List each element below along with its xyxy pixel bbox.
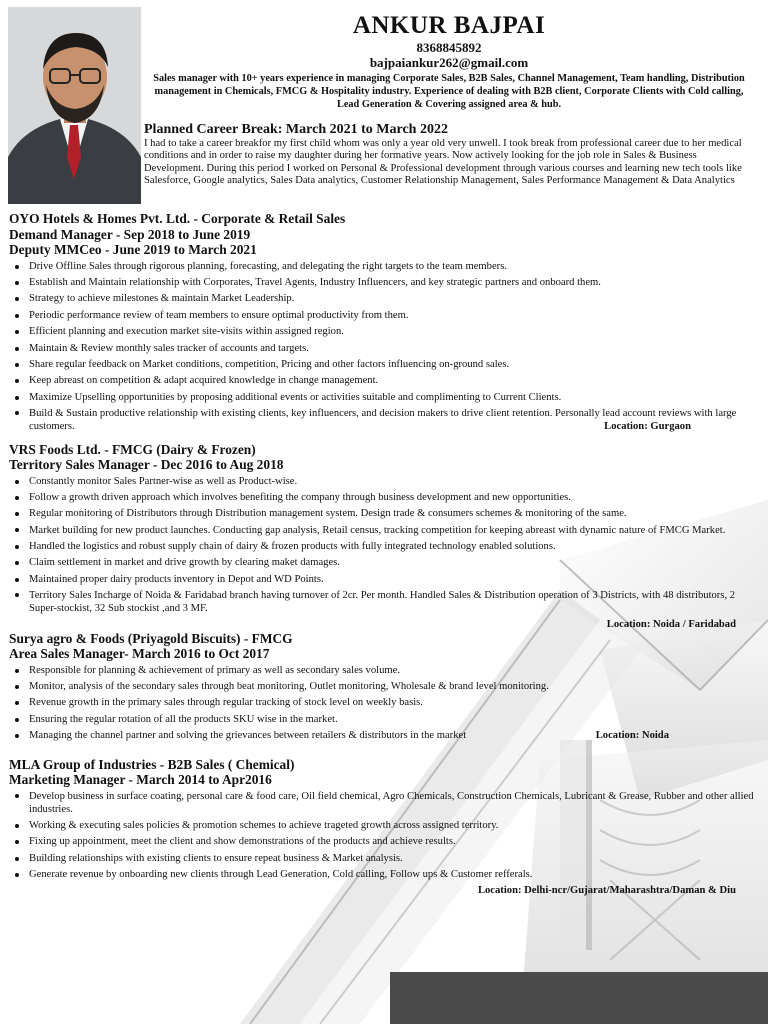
list-item: Strategy to achieve milestones & maintain Market Leadership.: [9, 291, 761, 307]
company-name: Surya agro & Foods (Priyagold Biscuits) - FMCG: [9, 630, 293, 646]
bullet-icon: [15, 528, 19, 532]
list-item: Building relationships with existing clients to ensure repeat business & Market analysis.: [9, 851, 761, 867]
list-item: Constantly monitor Sales Partner-wise as well as Product-wise.: [9, 474, 761, 490]
job-surya-agro: [9, 631, 761, 745]
bullet-icon: [15, 363, 19, 367]
job-location: Location: Noida: [595, 730, 669, 742]
list-item: Build & Sustain productive relationship with existing clients, key influencers, and decision makers to drive client retention. Personally lead account reviews with large customers. Location: Gurgaon: [9, 406, 761, 435]
experience-section: [9, 211, 761, 897]
job-role: Deputy MMCeo - June 2019 to March 2021: [9, 242, 257, 257]
bullet-icon: [15, 701, 19, 705]
company-name: VRS Foods Ltd. - FMCG (Dairy & Frozen): [9, 441, 256, 457]
bullet-icon: [15, 593, 19, 597]
bullet-icon: [15, 512, 19, 516]
list-item: Managing the channel partner and solving the grievances between retailers & distributors in the market Location: Noida: [9, 728, 761, 744]
list-item: Handled the logistics and robust supply chain of dairy & frozen products with fully integrated technology enabled solutions.: [9, 539, 761, 555]
list-item: Maintain & Review monthly sales tracker of accounts and targets.: [9, 341, 761, 357]
bullet-icon: [15, 314, 19, 318]
job-location: Location: Noida / Faridabad: [606, 618, 736, 630]
bullet-icon: [15, 281, 19, 285]
job-mla-group: [9, 757, 761, 897]
resume-header: [144, 12, 754, 111]
profile-photo: [8, 7, 141, 204]
list-item: Monitor, analysis of the secondary sales through beat monitoring, Outlet monitoring, Wholesale & brand level monitoring.: [9, 679, 761, 695]
duty-list: [9, 259, 761, 436]
job-role: Demand Manager - Sep 2018 to June 2019: [9, 226, 251, 242]
bullet-icon: [15, 379, 19, 383]
job-vrs-foods: [9, 442, 761, 631]
bullet-icon: [15, 496, 19, 500]
bullet-icon: [15, 718, 19, 722]
candidate-name: ANKUR BAJPAI: [352, 12, 546, 39]
bullet-icon: [15, 734, 19, 738]
list-item: Ensuring the regular rotation of all the products SKU wise in the market.: [9, 712, 761, 728]
company-name: MLA Group of Industries - B2B Sales ( Chemical): [9, 756, 295, 772]
email-address: bajpaiankur262@gmail.com: [369, 55, 529, 70]
bullet-icon: [15, 545, 19, 549]
bullet-icon: [15, 265, 19, 269]
duty-list: [9, 663, 761, 745]
career-break-section: [144, 121, 758, 187]
list-item: Revenue growth in the primary sales through regular tracking of stock level on weekly basis.: [9, 695, 761, 711]
phone-number: 8368845892: [416, 40, 482, 55]
bullet-icon: [15, 480, 19, 484]
list-item: Keep abreast on competition & adapt acquired knowledge in change management.: [9, 373, 761, 389]
list-item: Develop business in surface coating, personal care & food care, Oil field chemical, Agro Chemicals, Construction Chemicals, Lubricant & Grease, Rubber and other allied industries.: [9, 789, 761, 818]
list-item: Maximize Upselling opportunities by proposing additional events or activities suitable and complimenting to Current Clients.: [9, 390, 761, 406]
career-break-title: Planned Career Break: March 2021 to March 2022: [144, 122, 448, 137]
list-item: Market building for new product launches. Conducting gap analysis, Retail census, tracking competition for keeping abreast with dynamic nature of FMCG Market.: [9, 523, 761, 539]
bullet-icon: [15, 297, 19, 301]
bullet-icon: [15, 330, 19, 334]
job-role: Territory Sales Manager - Dec 2016 to Aug 2018: [9, 457, 284, 473]
list-item: Share regular feedback on Market conditions, competition, Pricing and other factors influencing on-ground sales.: [9, 357, 761, 373]
profile-summary: Sales manager with 10+ years experience in managing Corporate Sales, B2B Sales, Channel Management, Team handling, Distribution management in Chemicals, FMCG & Hospitality industry. Experience of dealing with B2B client, Corporate Clients with Cold calling, Lead Generation & Covering assigned area & hub.: [153, 73, 745, 110]
list-item: Fixing up appointment, meet the client and show demonstrations of the products and achieve results.: [9, 834, 761, 850]
list-item: Territory Sales Incharge of Noida & Faridabad branch having turnover of 2cr. Per month. Handled Sales & Distribution operation of 3 Districts, with 48 distributors, 2 Super-stockist, 32 Sub stockist ,and 3 MF.: [9, 588, 761, 617]
bullet-icon: [15, 840, 19, 844]
list-item: Claim settlement in market and drive growth by clearing maket damages.: [9, 555, 761, 571]
bullet-icon: [15, 347, 19, 351]
bullet-icon: [15, 857, 19, 861]
job-role: Area Sales Manager- March 2016 to Oct 2017: [9, 646, 270, 662]
bullet-icon: [15, 411, 19, 415]
list-item: Periodic performance review of team members to ensure optimal productivity from them.: [9, 308, 761, 324]
job-location: Location: Gurgaon: [604, 421, 691, 433]
job-oyo: [9, 211, 761, 436]
career-break-text: I had to take a career breakfor my first child whom was only a year old very unwell. I took break from professional career due to her medical conditions and in order to raise my daughter during her formative years. Now actively looking for the job role in Sales & Business Development. During this period I worked on Personal & Professional development through various courses and learning new tech tools like Salesforce, Google analytics, Sales Data analytics, Customer Relationship Management, Sales Performance Management & Data Analytics: [144, 138, 742, 186]
bullet-icon: [15, 396, 19, 400]
duty-list: [9, 474, 761, 618]
bullet-icon: [15, 873, 19, 877]
bullet-icon: [15, 561, 19, 565]
list-item: Regular monitoring of Distributors through Distribution management system. Design trade & consumers schemes & monitoring of the same.: [9, 506, 761, 522]
list-item: Working & executing sales policies & promotion schemes to achieve trageted growth across assigned territory.: [9, 818, 761, 834]
bullet-icon: [15, 669, 19, 673]
list-item: Maintained proper dairy products inventory in Depot and WD Points.: [9, 572, 761, 588]
job-location: Location: Delhi-ncr/Gujarat/Maharashtra/Daman & Diu: [477, 884, 736, 896]
bullet-icon: [15, 794, 19, 798]
company-name: OYO Hotels & Homes Pvt. Ltd. - Corporate & Retail Sales: [9, 211, 346, 226]
list-item: Drive Offline Sales through rigorous planning, forecasting, and delegating the right targets to the team members.: [9, 259, 761, 275]
list-item: Follow a growth driven approach which involves benefiting the company through business development and new opportunities.: [9, 490, 761, 506]
list-item: Responsible for planning & achievement of primary as well as secondary sales volume.: [9, 663, 761, 679]
list-item: Establish and Maintain relationship with Corporates, Travel Agents, Industry Influencers, and key strategic partners and onboard them.: [9, 275, 761, 291]
duty-list: [9, 789, 761, 884]
list-item: Generate revenue by onboarding new clients through Lead Generation, Cold calling, Follow ups & Customer refferals.: [9, 867, 761, 883]
list-item: Efficient planning and execution market site-visits within assigned region.: [9, 324, 761, 340]
job-role: Marketing Manager - March 2014 to Apr2016: [9, 772, 272, 788]
bullet-icon: [15, 685, 19, 689]
bullet-icon: [15, 824, 19, 828]
bullet-icon: [15, 578, 19, 582]
